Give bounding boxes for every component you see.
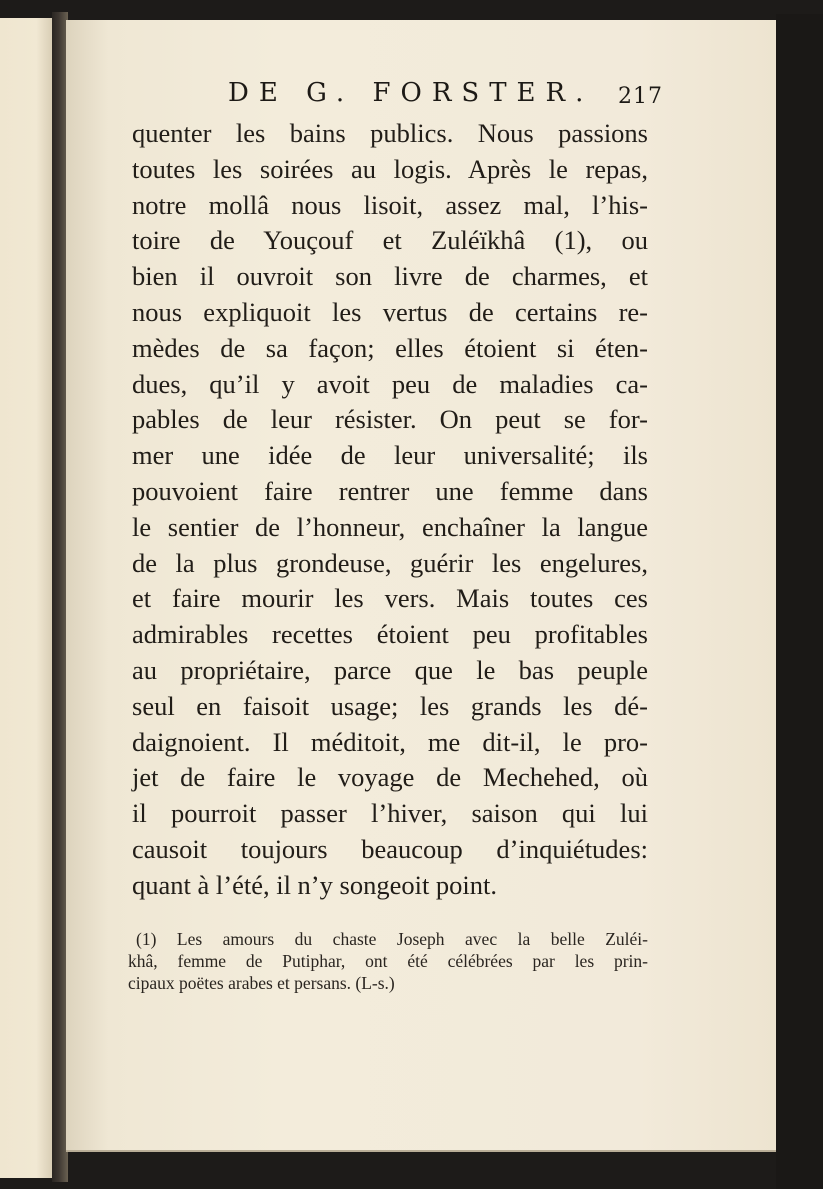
text-line: causoit toujours beaucoup d’inquiétudes: [132,833,648,864]
previous-page-edge [0,18,53,1178]
background-shadow [776,14,823,1189]
page-number: 217 [618,84,663,109]
text-line: toire de Youçouf et Zuléïkhâ (1), ou [132,225,648,256]
text-line: et faire mourir les vers. Mais toutes ces [132,583,648,614]
text-line: nous expliquoit les vertus de certains re- [132,296,648,327]
text-line: notre mollâ nous lisoit, assez mal, l’his- [132,189,648,220]
text-line: seul en faisoit usage; les grands les dé- [132,690,648,721]
text-line: toutes les soirées au logis. Après le repas, [132,153,648,184]
body-text [132,116,648,904]
text-line: de la plus grondeuse, guérir les engelures, [132,547,648,578]
text-line: mèdes de sa façon; elles étoient si éten- [132,332,648,363]
text-line: quenter les bains publics. Nous passions [132,118,648,148]
running-head [66,76,776,116]
text-line: au propriétaire, parce que le bas peuple [132,654,648,685]
text-line: il pourroit passer l’hiver, saison qui lui [132,798,648,829]
text-line: pables de leur résister. On peut se for- [132,404,648,435]
text-line: bien il ouvroit son livre de charmes, et [132,261,648,292]
book-page [66,20,776,1152]
text-line: le sentier de l’honneur, enchaîner la langue [132,511,648,542]
footnote-line: (1) Les amours du chaste Joseph avec la belle Zuléi- [136,929,648,949]
footnote-line: cipaux poëtes arabes et persans. (L-s.) [128,973,395,993]
running-head-title: DE G. FORSTER. [228,78,594,108]
text-line: pouvoient faire rentrer une femme dans [132,475,648,506]
footnote [128,928,648,994]
text-line: daignoient. Il méditoit, me dit-il, le pro- [132,726,648,757]
footnote-line: khâ, femme de Putiphar, ont été célébrées par les prin- [128,951,648,971]
text-line: mer une idée de leur universalité; ils [132,440,648,471]
text-line: admirables recettes étoient peu profitables [132,619,648,650]
text-line: jet de faire le voyage de Mechehed, où [132,762,648,793]
text-line: quant à l’été, il n’y songeoit point. [132,869,498,900]
text-line: dues, qu’il y avoit peu de maladies ca- [132,368,648,399]
